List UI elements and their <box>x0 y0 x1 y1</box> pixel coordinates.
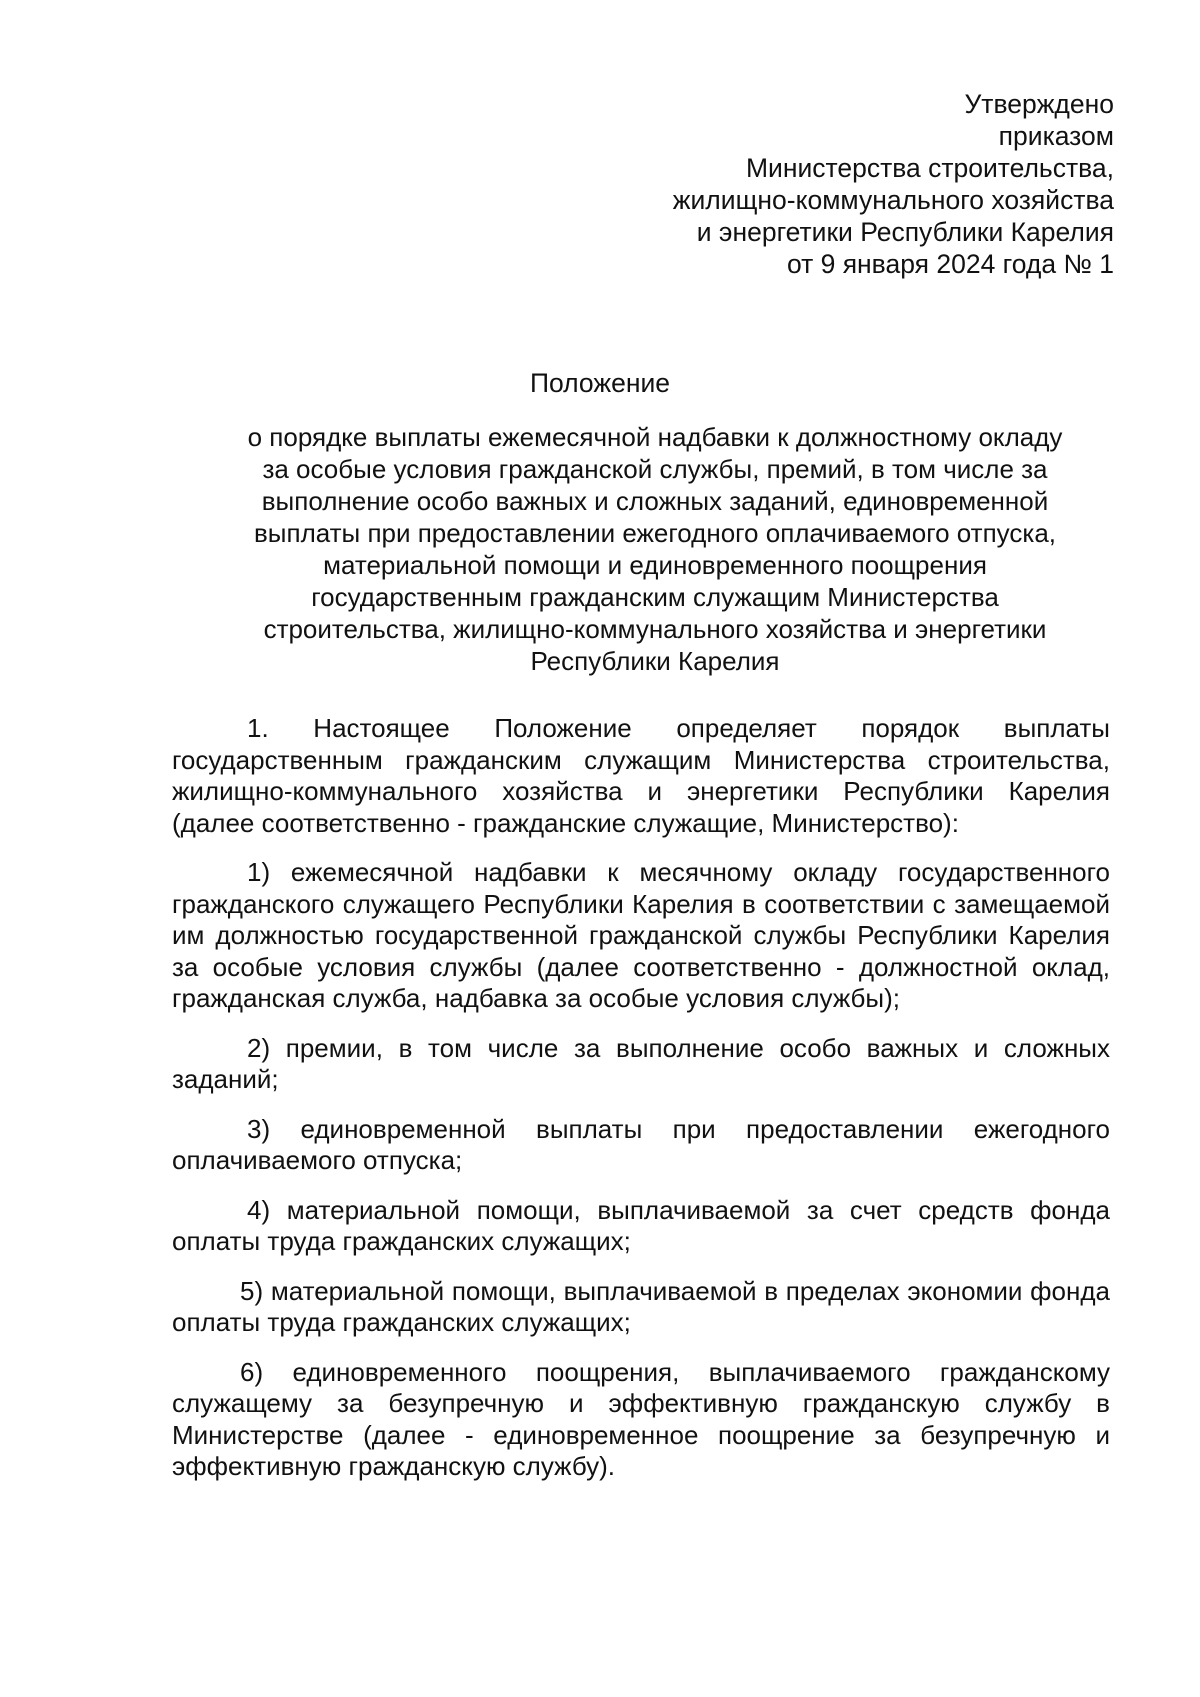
approval-line: Министерства строительства, <box>745 153 1114 183</box>
subtitle-line: строительства, жилищно-коммунального хозяйства и энергетики <box>263 614 1047 644</box>
list-item-2: 2) премии, в том числе за выполнение особо важных и сложных заданий; <box>172 1032 1110 1094</box>
approval-stamp <box>554 88 1114 280</box>
list-item-6: 6) единовременного поощрения, выплачиваемого гражданскому служащему за безупречную и эффективную гражданскую службу в Министерстве (далее - единовременное поощрение за безупречную и эффективную гражданскую службу). <box>172 1356 1110 1481</box>
approval-line: и энергетики Республики Карелия <box>696 217 1114 247</box>
list-item-5: 5) материальной помощи, выплачиваемой в пределах экономии фонда оплаты труда гражданских служащих; <box>172 1275 1110 1337</box>
subtitle-line: выполнение особо важных и сложных заданий, единовременной <box>261 486 1049 516</box>
list-item-3: 3) единовременной выплаты при предоставлении ежегодного оплачиваемого отпуска; <box>172 1113 1110 1175</box>
approval-line: Утверждено <box>964 89 1114 119</box>
subtitle-line: выплаты при предоставлении ежегодного оплачиваемого отпуска, <box>253 518 1056 548</box>
document-title: Положение <box>529 368 671 398</box>
subtitle-line: Республики Карелия <box>530 646 780 676</box>
list-item-4: 4) материальной помощи, выплачиваемой за счет средств фонда оплаты труда гражданских служащих; <box>172 1194 1110 1256</box>
approval-line: от 9 января 2024 года № 1 <box>786 249 1114 279</box>
subtitle-line: государственным гражданским служащим Министерства <box>311 582 999 612</box>
document-body <box>172 713 1110 1501</box>
document-subtitle <box>200 421 1110 677</box>
subtitle-line: за особые условия гражданской службы, премий, в том числе за <box>262 454 1048 484</box>
paragraph-1: 1. Настоящее Положение определяет порядок выплаты государственным гражданским служащим Министерства строительства, жилищно-коммунального хозяйства и энергетики Республики Карелия (далее соответственно - гражданские служащие, Министерство): <box>172 713 1110 838</box>
subtitle-line: о порядке выплаты ежемесячной надбавки к должностному окладу <box>247 422 1063 452</box>
list-item-1: 1) ежемесячной надбавки к месячному окладу государственного гражданского служащего Республики Карелия в соответствии с замещаемой им должностью государственной гражданской службы Республики Карелия за особые условия службы (далее соответственно - должностной оклад, гражданская служба, надбавка за особые условия службы); <box>172 857 1110 1013</box>
subtitle-line: материальной помощи и единовременного поощрения <box>323 550 987 580</box>
approval-line: приказом <box>998 121 1114 151</box>
approval-line: жилищно-коммунального хозяйства <box>672 185 1114 215</box>
